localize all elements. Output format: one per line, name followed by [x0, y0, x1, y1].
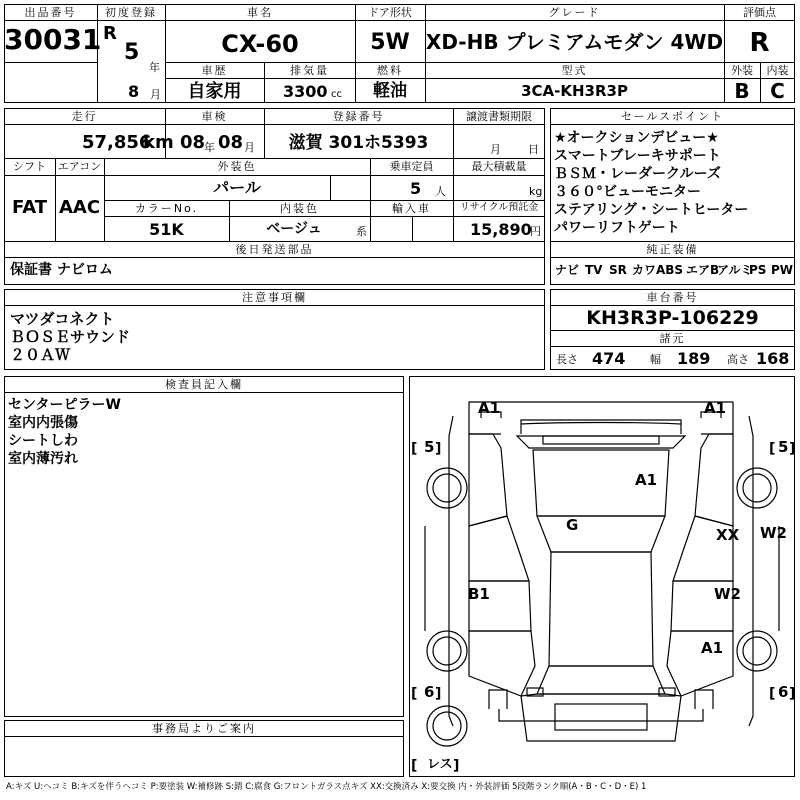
equipment-item: PS	[749, 263, 767, 277]
door-value: 5W	[370, 30, 410, 55]
transfer-month-unit: 月	[490, 143, 501, 156]
tire-label-rear-right: 6	[778, 683, 789, 701]
damage-mark-right-quarter: A1	[701, 639, 724, 657]
height-value: 168	[756, 349, 790, 368]
length-label: 長さ	[556, 353, 578, 366]
mileage-unit: km	[143, 132, 174, 153]
damage-mark-top-right: A1	[704, 399, 727, 417]
score-value: R	[749, 28, 770, 58]
sales-point-item: ステアリング・シートヒーター	[554, 202, 749, 218]
length-value: 474	[592, 349, 626, 368]
grade-label: グレード	[548, 6, 601, 19]
transfer-day-unit: 日	[528, 143, 539, 156]
sales-point-item: ＢＳＭ・レーダークルーズ	[554, 166, 721, 182]
interior-label: 内装	[766, 64, 789, 77]
svg-text:]: ]	[435, 441, 442, 457]
damage-mark-right-front-door: XX	[716, 526, 740, 544]
first-reg-year-unit: 年	[149, 61, 160, 74]
tire-label-front-left: 5	[424, 438, 435, 456]
note-line: ２０ＡＷ	[10, 346, 71, 364]
inspector-label: 検査員記入欄	[165, 378, 243, 391]
inspection-label: 車検	[201, 110, 228, 123]
aircon-label: エアコン	[57, 160, 102, 173]
model-label: 型式	[561, 64, 588, 77]
damage-mark-left-rear-door: B1	[468, 585, 490, 603]
interior-value: C	[770, 79, 785, 103]
chassis-label: 車台番号	[646, 291, 699, 304]
note-line: マツダコネクト	[10, 310, 115, 328]
height-label: 高さ	[727, 353, 749, 366]
shift-value: FAT	[11, 197, 48, 218]
first-reg-month: 8	[128, 82, 140, 101]
transfer-label: 譲渡書類期限	[466, 110, 532, 123]
inspection-month: 08	[218, 132, 244, 153]
width-value: 189	[677, 349, 711, 368]
fuel-label: 燃料	[377, 64, 403, 77]
inspector-line: 室内薄汚れ	[8, 451, 78, 467]
max-load-unit: kg	[529, 185, 543, 198]
damage-mark-right-rear-door: W2	[714, 585, 741, 603]
recycle-unit: 円	[530, 225, 541, 238]
first-reg-year: 5	[124, 40, 140, 65]
lot-no-label: 出品番号	[24, 6, 77, 19]
damage-mark-top-left: A1	[478, 399, 501, 417]
ext-color-label: 外装色	[217, 160, 257, 173]
int-color-label: 内装色	[280, 202, 319, 215]
plate-label: 登録番号	[332, 110, 385, 123]
displacement-unit: cc	[331, 89, 342, 100]
mileage-label: 走行	[71, 110, 98, 123]
lot-no-value: 30031	[4, 23, 102, 56]
displacement-label: 排気量	[290, 64, 329, 77]
svg-text:[: [	[411, 441, 418, 457]
grade-value: XD-HB プレミアムモダン 4WD	[425, 30, 724, 54]
mileage-value: 57,856	[82, 132, 152, 153]
damage-mark-hood: A1	[635, 471, 658, 489]
capacity-value: 5	[410, 179, 422, 198]
office-label: 事務局よりご案内	[152, 722, 256, 735]
chassis-value: KH3R3P-106229	[586, 307, 759, 329]
model-value: 3CA-KH3R3P	[521, 82, 628, 100]
equipment-item: PW	[771, 263, 794, 277]
sales-point-item: パワーリフトゲート	[554, 220, 680, 236]
svg-text:[: [	[769, 686, 776, 702]
exterior-label: 外装	[731, 64, 753, 77]
inspection-month-unit: 月	[244, 141, 255, 154]
sales-point-item: ３６０°ビューモニター	[554, 184, 701, 200]
sales-point-item: スマートブレーキサポート	[554, 148, 721, 164]
equipment-item: アルミ	[717, 263, 753, 277]
ext-color-value: パール	[213, 178, 261, 197]
later-parts-value: 保証書 ナビロム	[10, 262, 113, 278]
int-color-unit: 系	[356, 225, 367, 238]
equipment-item: ナビ	[555, 263, 580, 277]
svg-text:]: ]	[435, 686, 442, 702]
color-no-value: 51K	[149, 220, 184, 239]
car-name-label: 車名	[247, 6, 273, 19]
first-reg-month-unit: 月	[150, 88, 161, 101]
inspection-year: 08	[180, 132, 206, 153]
svg-text:]: ]	[789, 686, 795, 702]
capacity-unit: 人	[435, 185, 446, 198]
max-load-label: 最大積載量	[471, 160, 527, 173]
equipment-item: SR	[609, 263, 627, 277]
width-label: 幅	[650, 353, 661, 366]
later-parts-label: 後日発送部品	[235, 243, 314, 256]
equipment-item: エアB	[686, 263, 720, 277]
sales-point-item: ★オークションデビュー★	[554, 130, 719, 146]
score-label: 評価点	[743, 6, 776, 19]
tire-label-spare: レス	[427, 757, 453, 772]
first-reg-era: R	[103, 23, 117, 44]
svg-text:]: ]	[453, 758, 460, 774]
aircon-value: AAC	[58, 197, 101, 218]
sales-points-label: セールスポイント	[620, 110, 724, 123]
inspection-year-unit: 年	[204, 141, 215, 154]
tire-label-rear-left: 6	[424, 683, 435, 701]
car-name-value: CX-60	[221, 30, 299, 58]
equipment-label: 純正装備	[646, 243, 699, 256]
import-label: 輸入車	[392, 202, 431, 215]
equipment-item: TV	[585, 263, 603, 277]
inspector-line: 室内内張傷	[8, 415, 78, 431]
door-label: ドア形状	[368, 6, 412, 19]
tire-label-front-right: 5	[778, 438, 789, 456]
notes-label: 注意事項欄	[242, 291, 307, 304]
equipment-item: ABS	[656, 263, 684, 277]
dimensions-label: 諸元	[659, 332, 686, 345]
damage-mark-roof: G	[566, 516, 579, 534]
int-color-value: ベージュ	[266, 221, 322, 237]
displacement-value: 3300	[283, 82, 328, 101]
history-label: 車歴	[201, 64, 228, 77]
exterior-value: B	[734, 79, 750, 103]
first-reg-label: 初度登録	[105, 6, 157, 19]
history-value: 自家用	[187, 81, 242, 102]
shift-label: シフト	[13, 160, 46, 173]
damage-mark-right-fender: W2	[760, 524, 787, 542]
inspector-line: シートしわ	[8, 433, 78, 449]
recycle-label: リサイクル預託金	[459, 202, 539, 213]
svg-text:[: [	[769, 441, 776, 457]
plate-value: 滋賀 301ホ5393	[288, 133, 429, 153]
note-line: ＢＯＳＥサウンド	[10, 328, 131, 346]
fuel-value: 軽油	[373, 81, 407, 101]
svg-text:[: [	[411, 758, 418, 774]
car-diagram	[409, 376, 795, 777]
inspector-line: センターピラーW	[8, 397, 121, 413]
svg-text:]: ]	[789, 441, 795, 457]
equipment-item: カワ	[632, 263, 657, 277]
color-no-label: カラーNo.	[134, 202, 199, 215]
legend: A:キズ U:ヘコミ B:キズを伴うヘコミ P:要塗装 W:補修跡 S:錆 C:腐食 G:フロントガラス点キズ XX:交換済み X:要交換 内・外装評価 5段階ランク順(A・B・C・D・E) 1	[6, 782, 647, 792]
capacity-label: 乗車定員	[389, 160, 434, 173]
svg-text:[: [	[411, 686, 418, 702]
recycle-value: 15,890	[470, 220, 532, 239]
